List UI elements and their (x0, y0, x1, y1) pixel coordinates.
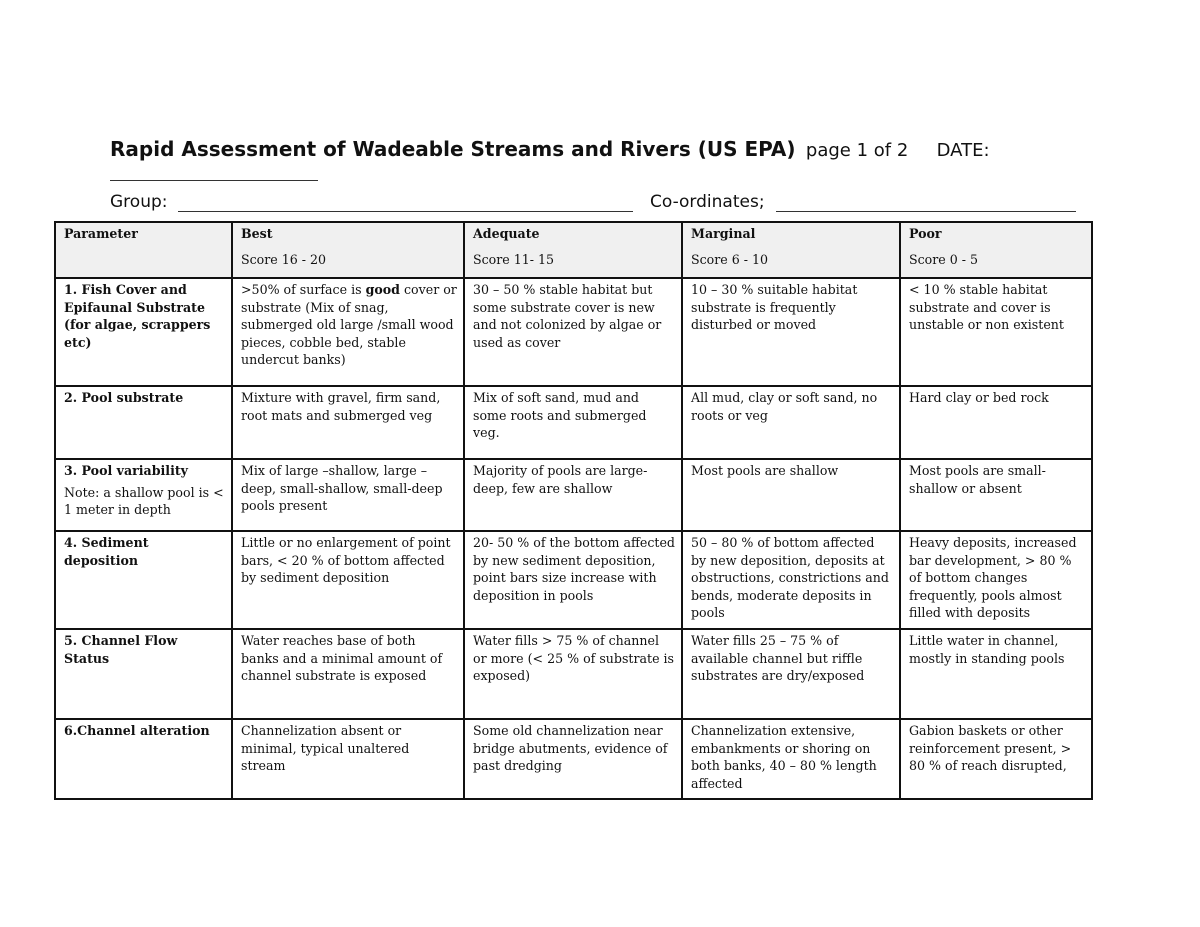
header-adequate-name: Adequate (473, 226, 540, 241)
group-field-line[interactable] (178, 211, 633, 212)
parameter-name: 1. Fish Cover and Epifaunal Substrate (for algae, scrappers etc) (64, 282, 211, 350)
header-marginal (682, 222, 900, 278)
parameter-note: Note: a shallow pool is < 1 meter in depth (64, 484, 224, 517)
parameter-name: 2. Pool substrate (64, 390, 184, 405)
marginal-cell: 50 – 80 % of bottom affected by new deposition, deposits at obstructions, constrictions and bends, moderate deposits in pools (682, 531, 900, 629)
adequate-cell: Mix of soft sand, mud and some roots and submerged veg. (464, 386, 682, 459)
parameter-name: 5. Channel Flow Status (64, 633, 178, 666)
poor-cell: Hard clay or bed rock (900, 386, 1092, 459)
table-header-row (55, 222, 1092, 278)
header-best (232, 222, 464, 278)
best-text-pre: >50% of surface is (241, 282, 366, 297)
adequate-cell: Majority of pools are large-deep, few are shallow (464, 459, 682, 531)
marginal-cell: Water fills 25 – 75 % of available channel but riffle substrates are dry/exposed (682, 629, 900, 719)
document-title: Rapid Assessment of Wadeable Streams and Rivers (US EPA) (110, 137, 796, 161)
parameter-name: 3. Pool variability (64, 463, 188, 478)
document-title-line (110, 137, 990, 163)
best-cell: Mix of large –shallow, large – deep, small-shallow, small-deep pools present (232, 459, 464, 531)
table-row (55, 278, 1092, 386)
table-row (55, 531, 1092, 629)
marginal-cell: 10 – 30 % suitable habitat substrate is frequently disturbed or moved (682, 278, 900, 386)
poor-cell: Most pools are small-shallow or absent (900, 459, 1092, 531)
parameter-name: 4. Sediment deposition (64, 535, 149, 568)
page-indicator: page 1 of 2 (805, 140, 909, 161)
poor-cell: Gabion baskets or other reinforcement present, > 80 % of reach disrupted, (900, 719, 1092, 799)
poor-cell: Heavy deposits, increased bar development, > 80 % of bottom changes frequently, pools almost filled with deposits (900, 531, 1092, 629)
parameter-cell (55, 719, 232, 799)
table-row (55, 459, 1092, 531)
date-field-line[interactable] (110, 180, 318, 181)
header-parameter (55, 222, 232, 278)
parameter-cell (55, 629, 232, 719)
adequate-cell: Some old channelization near bridge abutments, evidence of past dredging (464, 719, 682, 799)
header-adequate (464, 222, 682, 278)
header-poor-score: Score 0 - 5 (909, 251, 979, 267)
best-text-post: cover or substrate (Mix of snag, submerged old large /small wood pieces, cobble bed, stable undercut banks) (241, 282, 457, 367)
parameter-cell (55, 459, 232, 531)
coordinates-field-line[interactable] (776, 211, 1076, 212)
table-row (55, 386, 1092, 459)
best-cell: Little or no enlargement of point bars, < 20 % of bottom affected by sediment deposition (232, 531, 464, 629)
table-row (55, 629, 1092, 719)
best-cell: Channelization absent or minimal, typical unaltered stream (232, 719, 464, 799)
header-adequate-score: Score 11- 15 (473, 251, 555, 267)
adequate-cell: Water fills > 75 % of channel or more (< 25 % of substrate is exposed) (464, 629, 682, 719)
poor-cell: Little water in channel, mostly in standing pools (900, 629, 1092, 719)
best-cell: Mixture with gravel, firm sand, root mats and submerged veg (232, 386, 464, 459)
poor-cell: < 10 % stable habitat substrate and cover is unstable or non existent (900, 278, 1092, 386)
header-best-score: Score 16 - 20 (241, 251, 327, 267)
parameter-name: 6.Channel alteration (64, 723, 210, 738)
best-cell: Water reaches base of both banks and a minimal amount of channel substrate is exposed (232, 629, 464, 719)
parameter-cell (55, 278, 232, 386)
header-marginal-name: Marginal (691, 226, 756, 241)
header-best-name: Best (241, 226, 273, 241)
best-text-bold: good (365, 282, 400, 297)
best-cell (232, 278, 464, 386)
date-label: DATE: (936, 140, 990, 161)
adequate-cell: 20- 50 % of the bottom affected by new sediment deposition, point bars size increase with deposition in pools (464, 531, 682, 629)
header-poor (900, 222, 1092, 278)
header-poor-name: Poor (909, 226, 942, 241)
adequate-cell: 30 – 50 % stable habitat but some substrate cover is new and not colonized by algae or used as cover (464, 278, 682, 386)
parameter-cell (55, 386, 232, 459)
header-parameter-name: Parameter (64, 226, 138, 241)
assessment-table (54, 221, 1093, 800)
marginal-cell: Channelization extensive, embankments or shoring on both banks, 40 – 80 % length affected (682, 719, 900, 799)
group-label: Group: (110, 192, 168, 212)
parameter-cell (55, 531, 232, 629)
marginal-cell: All mud, clay or soft sand, no roots or veg (682, 386, 900, 459)
marginal-cell: Most pools are shallow (682, 459, 900, 531)
header-marginal-score: Score 6 - 10 (691, 251, 769, 267)
table-row (55, 719, 1092, 799)
coordinates-label: Co-ordinates; (650, 192, 765, 212)
